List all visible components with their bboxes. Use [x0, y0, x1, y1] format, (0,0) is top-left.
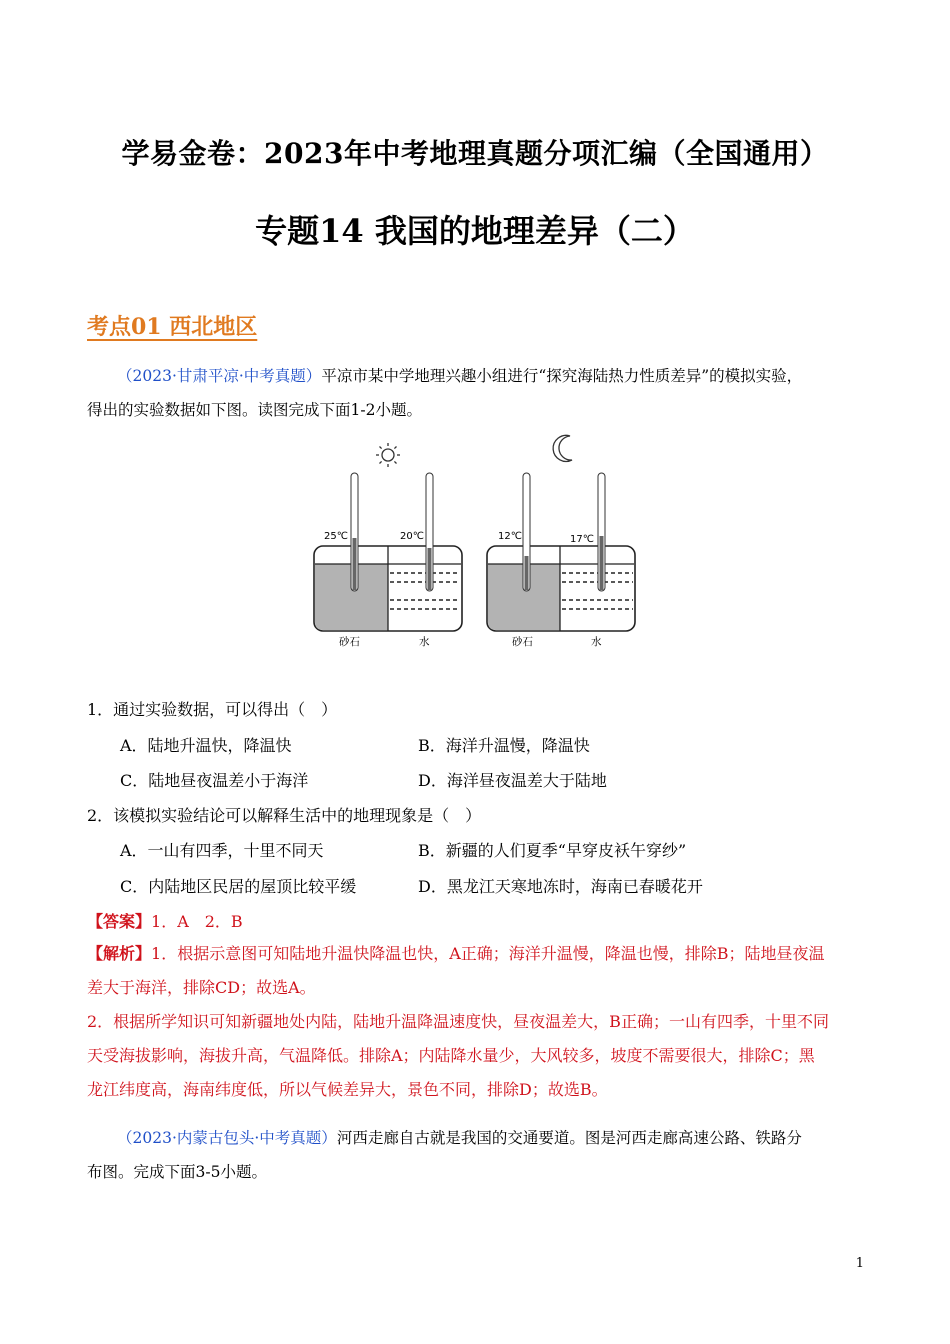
q2-option-c: C．内陆地区民居的屋顶比较平缓	[120, 877, 357, 896]
day-water-label: 水	[419, 636, 430, 648]
day-sand-temp: 25℃	[324, 531, 348, 542]
intro2-text: 河西走廊自古就是我国的交通要道。图是河西走廊高速公路、铁路分	[336, 1129, 802, 1147]
analysis-text: 1．根据示意图可知陆地升温快降温也快，A正确；海洋升温慢，降温也慢，排除B；陆地昼夜温	[151, 944, 825, 963]
q1-option-d: D．海洋昼夜温差大于陆地	[418, 771, 607, 790]
night-setup	[487, 435, 635, 648]
night-sand-label: 砂石	[512, 636, 533, 648]
day-sand-label: 砂石	[339, 636, 360, 648]
day-setup	[314, 443, 462, 648]
q1-option-c: C．陆地昼夜温差小于海洋	[120, 771, 309, 790]
q2-option-b: B．新疆的人们夏季“早穿皮袄午穿纱”	[418, 841, 687, 860]
intro-line-2: 得出的实验数据如下图。读图完成下面1-2小题。	[87, 401, 422, 419]
analysis-line-1	[87, 937, 877, 971]
intro-text: 平凉市某中学地理兴趣小组进行“探究海陆热力性质差异”的模拟实验，	[321, 367, 803, 385]
intro-paragraph-2	[87, 1121, 867, 1189]
answer-line	[87, 909, 243, 932]
page-number: 1	[855, 1256, 864, 1271]
night-water-temp: 17℃	[570, 534, 594, 545]
q2-option-a: A．一山有四季，十里不同天	[120, 841, 324, 860]
answer-label: 【答案】	[87, 912, 152, 931]
analysis-line-5: 龙江纬度高，海南纬度低，所以气候差异大，景色不同，排除D；故选B。	[87, 1080, 608, 1099]
section-heading: 考点01 西北地区	[87, 314, 258, 340]
topic-title: 专题14 我国的地理差异（二）	[255, 212, 695, 250]
question-source: （2023·甘肃平凉·中考真题）	[117, 367, 322, 385]
moon-icon	[553, 435, 572, 461]
q1-option-a: A．陆地升温快，降温快	[120, 736, 292, 755]
analysis-line-2: 差大于海洋，排除CD；故选A。	[87, 978, 316, 997]
analysis-block	[87, 937, 877, 1107]
answer-text: 1．A 2．B	[151, 912, 243, 931]
analysis-line-4: 天受海拔影响，海拔升高，气温降低。排除A；内陆降水量少，大风较多，坡度不需要很大，排除C；黑	[87, 1046, 815, 1065]
analysis-line-3: 2．根据所学知识可知新疆地处内陆，陆地升温降温速度快，昼夜温差大，B正确；一山有四季，十里不同	[87, 1012, 829, 1031]
question-source-2: （2023·内蒙古包头·中考真题）	[117, 1129, 337, 1147]
intro-line-1	[87, 359, 867, 393]
sun-icon	[376, 443, 400, 467]
question-1-stem: 1．通过实验数据，可以得出（ ）	[87, 700, 338, 719]
intro2-line-2: 布图。完成下面3-5小题。	[87, 1163, 267, 1181]
analysis-label: 【解析】	[87, 944, 152, 963]
day-water-temp: 20℃	[400, 531, 424, 542]
q1-option-b: B．海洋升温慢，降温快	[418, 736, 590, 755]
question-2-stem: 2．该模拟实验结论可以解释生活中的地理现象是（ ）	[87, 806, 482, 825]
q2-option-d: D．黑龙江天寒地冻时，海南已春暖花开	[418, 877, 703, 896]
document-title: 学易金卷：2023年中考地理真题分项汇编（全国通用）	[121, 137, 829, 170]
night-sand-temp: 12℃	[498, 531, 522, 542]
night-water-label: 水	[591, 636, 602, 648]
intro2-line-1	[87, 1121, 867, 1155]
experiment-figure	[300, 428, 650, 653]
intro-paragraph-1	[87, 359, 867, 427]
